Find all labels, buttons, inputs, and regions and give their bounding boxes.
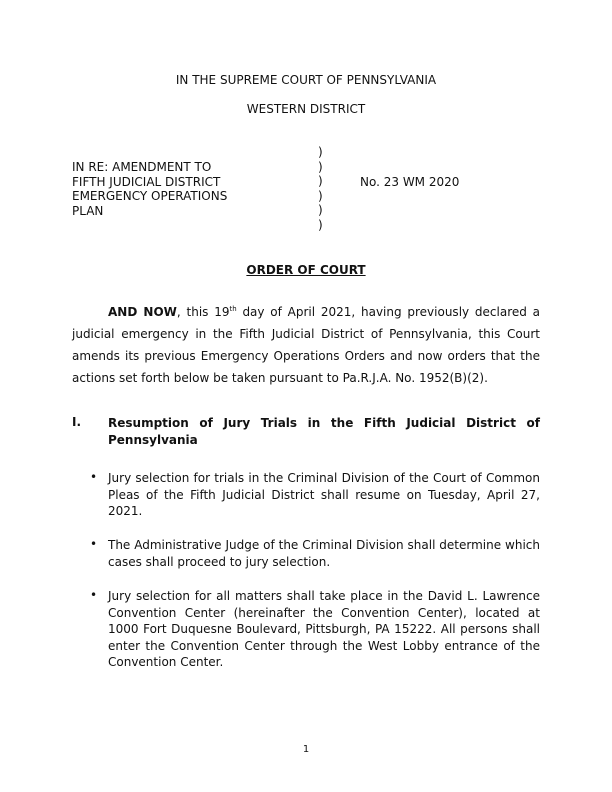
order-title-wrap xyxy=(0,263,612,277)
bullet-item: Jury selection for all matters shall take place in the David L. Lawrence Convention Center (hereinafter the Convention Center), located at 1000 Fort Duquesne Boulevard, Pittsburgh, PA 15222. All persons shall enter the Convention Center through the West Lobby entrance of the Convention Center. xyxy=(108,589,540,669)
bullet-marker: • xyxy=(90,537,98,551)
bullet-marker: • xyxy=(90,470,98,484)
page-number: 1 xyxy=(302,744,310,755)
case-caption xyxy=(72,160,272,218)
caption-line: IN RE: AMENDMENT TO xyxy=(72,160,212,174)
paren: ) xyxy=(318,174,323,188)
caption-line: PLAN xyxy=(72,203,104,218)
caption-parentheses xyxy=(318,145,328,232)
paren: ) xyxy=(318,217,323,232)
caption-line: EMERGENCY OPERATIONS xyxy=(72,189,228,203)
paren: ) xyxy=(318,188,323,203)
district-heading: WESTERN DISTRICT xyxy=(246,102,366,116)
case-number: No. 23 WM 2020 xyxy=(360,175,460,189)
paren: ) xyxy=(318,203,323,217)
bullet-marker: • xyxy=(90,588,98,602)
bullet-item: The Administrative Judge of the Criminal Division shall determine which cases shall proceed to jury selection. xyxy=(108,538,540,569)
section-title: Resumption of Jury Trials in the Fifth Judicial District of Pennsylvania xyxy=(108,416,540,447)
intro-lead: AND NOW xyxy=(108,305,177,319)
order-title: ORDER OF COURT xyxy=(246,263,366,277)
intro-superscript: th xyxy=(229,305,237,313)
court-heading: IN THE SUPREME COURT OF PENNSYLVANIA xyxy=(175,73,437,87)
caption-line: FIFTH JUDICIAL DISTRICT xyxy=(72,174,221,189)
intro-paragraph xyxy=(72,301,540,389)
intro-text-1: , this 19 xyxy=(176,305,230,319)
paren: ) xyxy=(318,159,323,174)
section-number: I. xyxy=(72,415,82,429)
intro-text-2: day of April 2021, having previously declared a judicial emergency in the Fifth Judicial District of Pennsylvania, this Court amends its previous Emergency Operations Orders and now orders that the actions set forth below be taken pursuant to Pa.R.J.A. No. 1952(B)(2). xyxy=(72,305,540,385)
paren: ) xyxy=(318,145,323,159)
bullet-item: Jury selection for trials in the Criminal Division of the Court of Common Pleas of the Fifth Judicial District shall resume on Tuesday, April 27, 2021. xyxy=(108,471,540,518)
